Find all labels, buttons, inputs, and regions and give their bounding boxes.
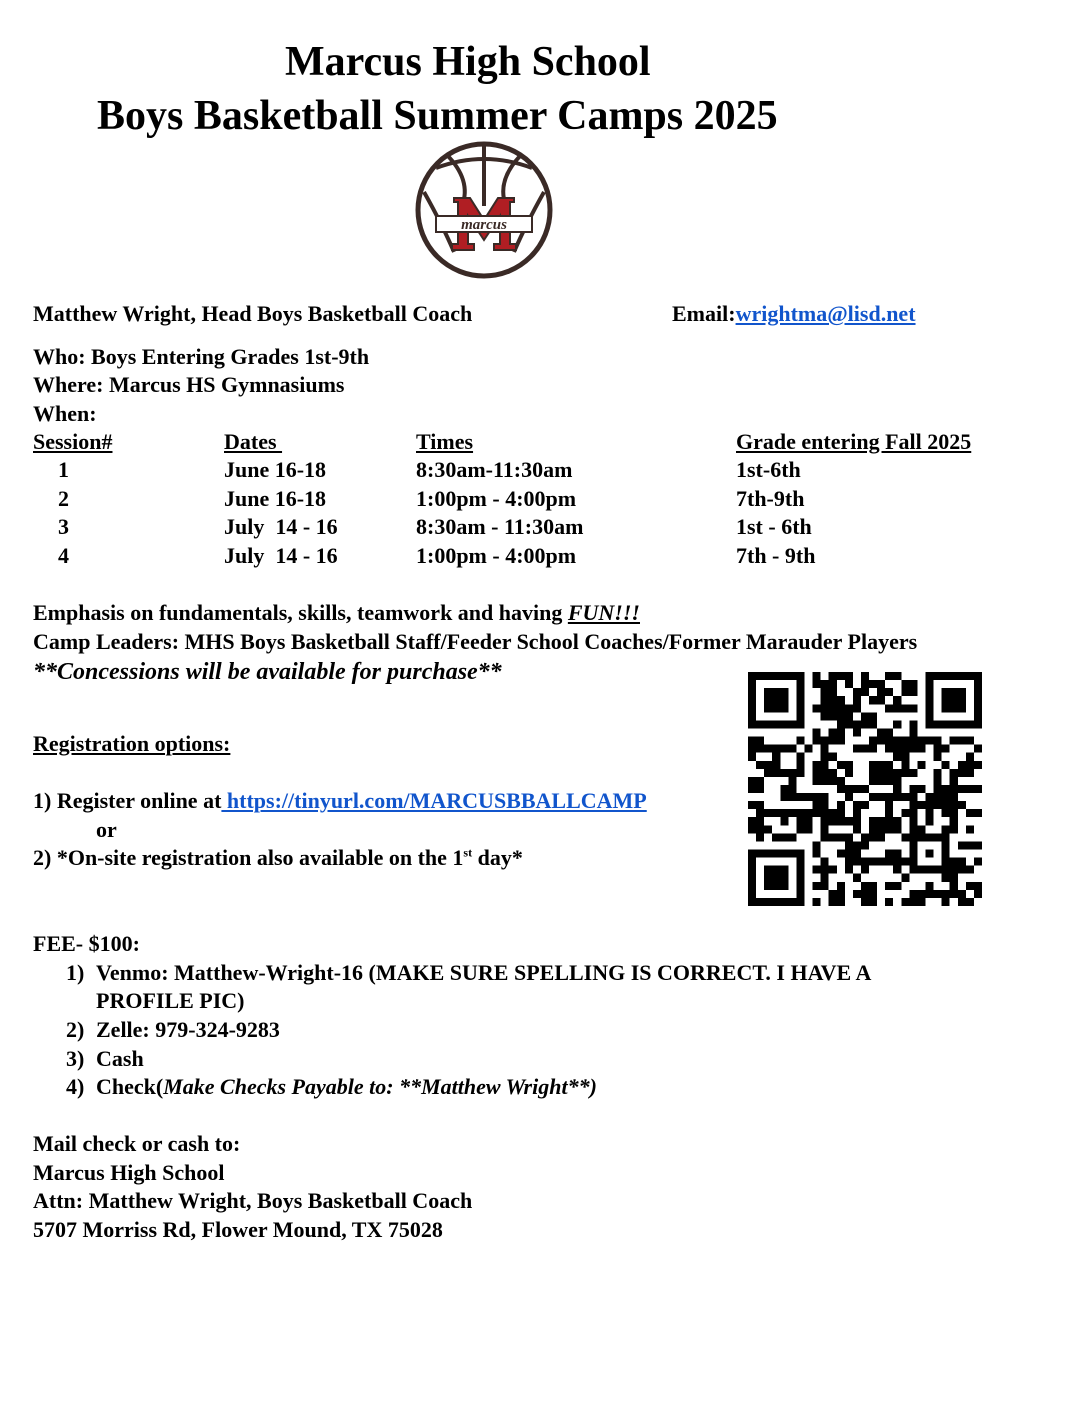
option2-text: 2) *On-site registration also available on the 1 <box>33 845 464 870</box>
check-note: Make Checks Payable to: **Matthew Wright**) <box>163 1074 597 1099</box>
table-cell-times: 8:30am-11:30am <box>416 457 573 482</box>
table-cell-times: 1:00pm - 4:00pm <box>416 486 577 511</box>
list-number: 2) <box>66 1017 85 1042</box>
registration-heading: Registration options: <box>33 731 231 756</box>
venmo-line-2: PROFILE PIC) <box>96 988 245 1013</box>
header-grade: Grade entering Fall 2025 <box>736 429 972 454</box>
table-cell-dates: June 16-18 <box>224 486 327 511</box>
table-cell-times: 8:30am - 11:30am <box>416 514 584 539</box>
mail-line-1: Marcus High School <box>33 1160 225 1185</box>
email-label: Email: <box>672 301 736 326</box>
marcus-basketball-logo <box>414 140 554 280</box>
school-name: Marcus High School <box>285 39 651 85</box>
table-cell-grade: 7th - 9th <box>736 543 816 568</box>
when-line: When: <box>33 401 97 426</box>
table-cell-dates: July 14 - 16 <box>224 514 338 539</box>
table-cell-grade: 1st-6th <box>736 457 801 482</box>
where-line: Where: Marcus HS Gymnasiums <box>33 372 345 397</box>
list-number: 4) <box>66 1074 85 1099</box>
or-text: or <box>96 817 117 842</box>
table-cell-times: 1:00pm - 4:00pm <box>416 543 577 568</box>
basketball-logo-icon <box>414 140 554 280</box>
mail-heading: Mail check or cash to: <box>33 1131 241 1156</box>
page-title: Boys Basketball Summer Camps 2025 <box>97 93 778 139</box>
registration-option-1 <box>33 788 647 814</box>
mail-line-3: 5707 Morriss Rd, Flower Mound, TX 75028 <box>33 1217 443 1242</box>
table-cell-dates: June 16-18 <box>224 457 327 482</box>
email-link[interactable]: wrightma@lisd.net <box>735 301 916 326</box>
emphasis-text: Emphasis on fundamentals, skills, teamwork and having <box>33 600 568 625</box>
option2-sup: st <box>463 845 473 860</box>
check-line <box>96 1074 597 1100</box>
table-cell-session: 4 <box>58 543 69 568</box>
emphasis-line <box>33 600 640 626</box>
registration-option-2 <box>33 845 523 871</box>
table-cell-dates: July 14 - 16 <box>224 543 338 568</box>
concessions-note: **Concessions will be available for purchase** <box>33 659 502 685</box>
option1-text: 1) Register online at <box>33 788 222 813</box>
table-cell-grade: 7th-9th <box>736 486 805 511</box>
header-times: Times <box>416 429 474 454</box>
list-number: 1) <box>66 960 85 985</box>
table-cell-grade: 1st - 6th <box>736 514 812 539</box>
who-line: Who: Boys Entering Grades 1st-9th <box>33 344 370 369</box>
list-number: 3) <box>66 1046 85 1071</box>
coach-name: Matthew Wright, Head Boys Basketball Coach <box>33 301 473 326</box>
table-cell-session: 1 <box>58 457 69 482</box>
mail-line-2: Attn: Matthew Wright, Boys Basketball Coach <box>33 1188 473 1213</box>
camp-leaders: Camp Leaders: MHS Boys Basketball Staff/Feeder School Coaches/Former Marauder Players <box>33 629 918 654</box>
header-session: Session# <box>33 429 113 454</box>
fun-text: FUN!!! <box>567 600 640 625</box>
fee-heading: FEE- $100: <box>33 931 140 956</box>
cash-line: Cash <box>96 1046 144 1071</box>
registration-link[interactable]: https://tinyurl.com/MARCUSBBALLCAMP <box>221 788 647 813</box>
table-cell-session: 3 <box>58 514 69 539</box>
check-text: Check( <box>96 1074 164 1099</box>
option2-suffix: day* <box>472 845 523 870</box>
zelle-line: Zelle: 979-324-9283 <box>96 1017 280 1042</box>
venmo-line: Venmo: Matthew-Wright-16 (MAKE SURE SPELLING IS CORRECT. I HAVE A <box>96 960 872 985</box>
qr-code-icon[interactable] <box>748 672 982 906</box>
table-cell-session: 2 <box>58 486 69 511</box>
logo-text: marcus <box>461 217 507 233</box>
header-dates: Dates <box>224 429 283 454</box>
email-row <box>672 301 916 327</box>
